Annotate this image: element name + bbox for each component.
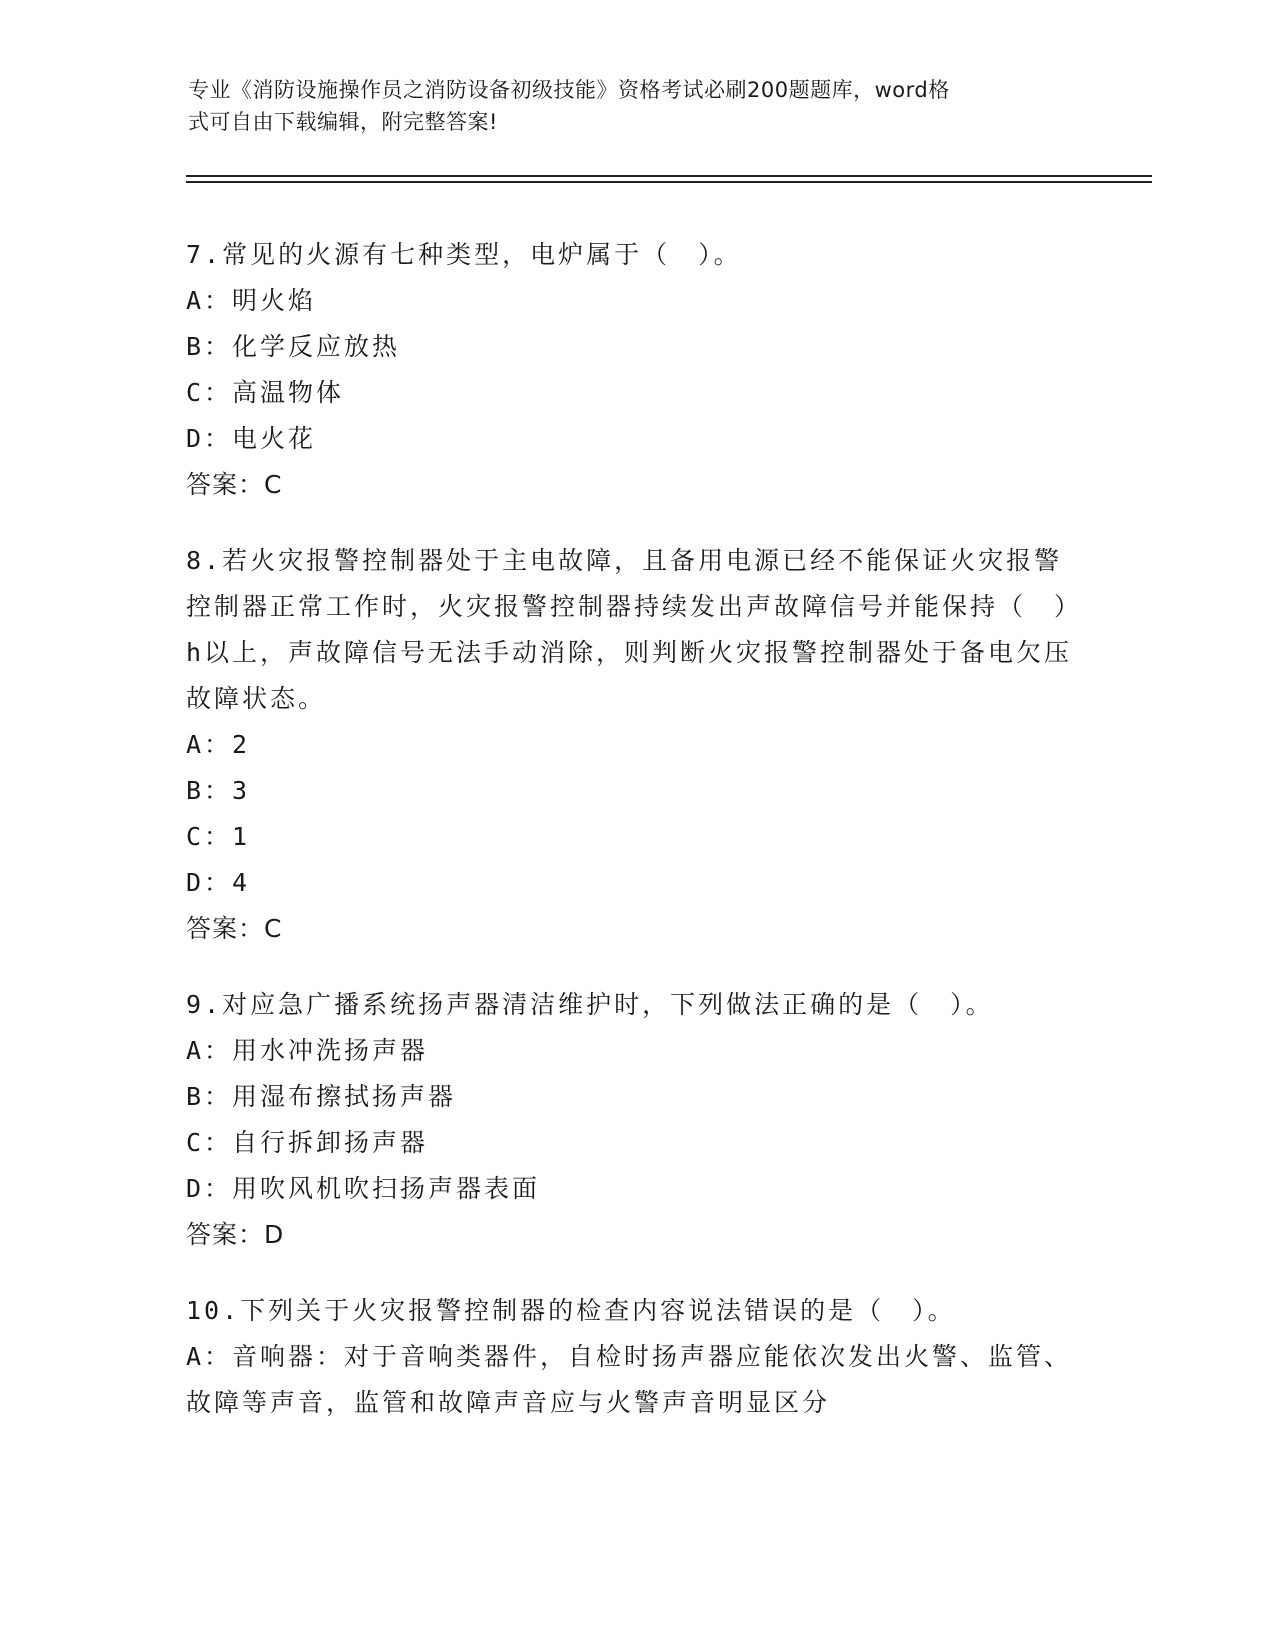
question-text: 7.常见的火源有七种类型，电炉属于（ ）。 [186,240,742,269]
option-a: A：音响器：对于音响类器件，自检时扬声器应能依次发出火警、监管、故障等声音，监管和故障声音应与火警声音明显区分 [186,1342,1073,1417]
header-rule-bottom [186,181,1152,183]
option-c: C：自行拆卸扬声器 [186,1128,429,1157]
header-line-1: 专业《消防设施操作员之消防设备初级技能》资格考试必刷200题题库，word格 [188,78,950,102]
question-10 [186,1288,1086,1426]
answer: 答案：C [186,470,283,499]
question-9 [186,982,1086,1258]
question-8 [186,538,1086,952]
answer: 答案：C [186,914,283,943]
question-text: 10.下列关于火灾报警控制器的检查内容说法错误的是（ ）。 [186,1296,956,1325]
document-header [188,74,1068,138]
option-a: A：明火焰 [186,286,317,315]
option-b: B：用湿布擦拭扬声器 [186,1082,457,1111]
option-c: C：1 [186,822,251,851]
question-text: 9.对应急广播系统扬声器清洁维护时，下列做法正确的是（ ）。 [186,990,994,1019]
option-b: B：化学反应放热 [186,332,401,361]
header-line-2: 式可自由下载编辑，附完整答案! [188,110,498,134]
option-a: A：2 [186,730,251,759]
option-b: B：3 [186,776,251,805]
option-d: D：电火花 [186,424,317,453]
question-list [186,232,1086,1456]
option-d: D：4 [186,868,251,897]
question-text: 8.若火灾报警控制器处于主电故障，且备用电源已经不能保证火灾报警控制器正常工作时，火灾报警控制器持续发出声故障信号并能保持（ ）h以上，声故障信号无法手动消除，则判断火灾报警控制器处于备电欠压故障状态。 [186,546,1083,713]
option-a: A：用水冲洗扬声器 [186,1036,429,1065]
answer: 答案：D [186,1220,285,1249]
header-rule-top [186,175,1152,177]
option-c: C：高温物体 [186,378,345,407]
question-7 [186,232,1086,508]
option-d: D：用吹风机吹扫扬声器表面 [186,1174,541,1203]
